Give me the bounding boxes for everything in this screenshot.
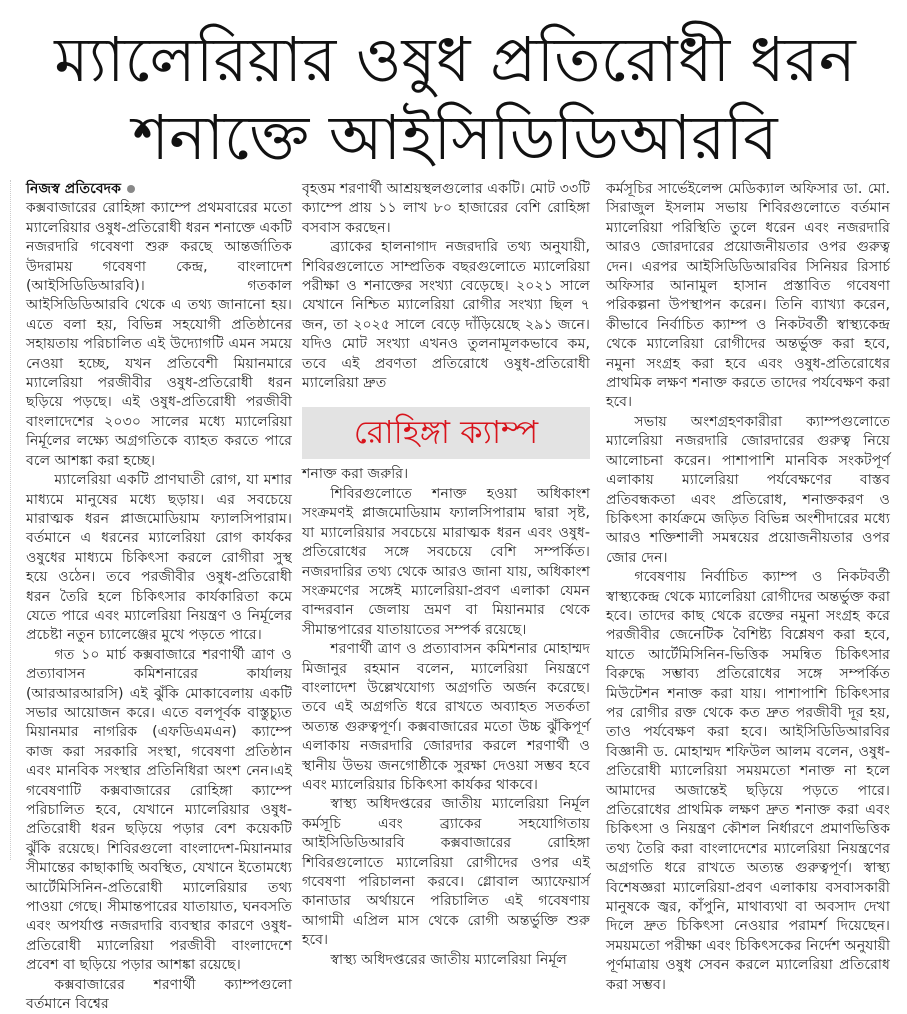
article-column-2 bbox=[302, 180, 590, 970]
headline-line-2: শনাক্তে আইসিডিডিআরবি bbox=[132, 101, 778, 174]
paragraph: কর্মসূচির সার্ভেইলেন্স মেডিক্যাল অফিসার ডা. মো. সিরাজুল ইসলাম সভায় শিবিরগুলোতে বর্তমান ম্যালেরিয়া পরিস্থিতি তুলে ধরেন এবং নজরদারি আরও জোরদারের প্রয়োজনীয়তার ওপর গুরুত্ব দেন। এরপর আইসিডিডিআরবির সিনিয়র রিসার্চ অফিসার আনামুল হাসান প্রস্তাবিত গবেষণা পরিকল্পনা উপস্থাপন করেন। তিনি ব্যাখ্যা করেন, কীভাবে নির্বাচিত ক্যাম্প ও নিকটবর্তী স্বাস্থ্যকেন্দ্র থেকে ম্যালেরিয়া রোগীদের অন্তর্ভুক্ত করা হবে, নমুনা সংগ্রহ করা হবে এবং ওষুধ-প্রতিরোধের প্রাথমিক লক্ষণ শনাক্ত করতে তাদের পর্যবেক্ষণ করা হবে। bbox=[606, 181, 890, 411]
paragraph: শরণার্থী ত্রাণ ও প্রত্যাবাসন কমিশনার মোহাম্মদ মিজানুর রহমান বলেন, ম্যালেরিয়া নিয়ন্ত্রণে বাংলাদেশ উল্লেখযোগ্য অগ্রগতি অর্জন করেছে। তবে এই অগ্রগতি ধরে রাখতে অব্যাহত সতর্কতা অত্যন্ত গুরুত্বপূর্ণ। কক্সবাজারের মতো উচ্চ ঝুঁকিপূর্ণ এলাকায় নজরদারি জোরদার করলে শরণার্থী ও স্থানীয় উভয় জনগোষ্ঠীকে সুরক্ষা দেওয়া সম্ভব হবে এবং ম্যালেরিয়ার চিকিৎসা কার্যকর থাকবে। bbox=[302, 641, 590, 793]
adjacent-article-edge bbox=[0, 180, 11, 860]
paragraph: কক্সবাজারের রোহিঙ্গা ক্যাম্পে প্রথমবারের মতো ম্যালেরিয়ার ওষুধ-প্রতিরোধী ধরন শনাক্তে একটি নজরদারি গবেষণা শুরু করছে আন্তর্জাতিক উদরাময় গবেষণা কেন্দ্র, বাংলাদেশ (আইসিডিডিআরবি)। গতকাল আইসিডিডিআরবি থেকে এ তথ্য জানানো হয়। এতে বলা হয়, বিভিন্ন সহযোগী প্রতিষ্ঠানের সহায়তায় পরিচালিত এই উদ্যোগটি এমন সময়ে নেওয়া হচ্ছে, যখন প্রতিবেশী মিয়ানমারে ম্যালেরিয়া পরজীবীর ওষুধ-প্রতিরোধী ধরন ছড়িয়ে পড়ছে। এই ওষুধ-প্রতিরোধী পরজীবী বাংলাদেশের ২০৩০ সালের মধ্যে ম্যালেরিয়া নির্মূলের লক্ষ্যে অগ্রগতিকে ব্যাহত করতে পারে বলে আশঙ্কা করা হচ্ছে। bbox=[26, 200, 293, 469]
paragraph: বৃহত্তম শরণার্থী আশ্রয়স্থলগুলোর একটি। মোট ৩৩টি ক্যাম্পে প্রায় ১১ লাখ ৮০ হাজারের বেশি রোহিঙ্গা বসবাস করছেন। bbox=[302, 181, 590, 236]
paragraph: ম্যালেরিয়া একটি প্রাণঘাতী রোগ, যা মশার মাধ্যমে মানুষের মধ্যে ছড়ায়। এর সবচেয়ে মারাত্মক ধরন প্লাজমোডিয়াম ফ্যালসিপারাম। বর্তমানে এ ধরনের ম্যালেরিয়া রোগ কার্যকর ওষুধের মাধ্যমে চিকিৎসা করলে রোগীরা সুস্থ হয়ে ওঠেন। তবে পরজীবীর ওষুধ-প্রতিরোধী ধরন তৈরি হলে চিকিৎসার কার্যকারিতা কমে যেতে পারে এবং ম্যালেরিয়া নিয়ন্ত্রণ ও নির্মূলের প্রচেষ্টা নতুন চ্যালেঞ্জের মুখে পড়তে পারে। bbox=[26, 472, 292, 644]
subheading-box: রোহিঙ্গা ক্যাম্প bbox=[302, 407, 590, 459]
bullet-dot-icon bbox=[127, 185, 135, 193]
paragraph: সভায় অংশগ্রহণকারীরা ক্যাম্পগুলোতে ম্যালেরিয়া নজরদারি জোরদারের গুরুত্ব নিয়ে আলোচনা করেন। পাশাপাশি মানবিক সংকটপূর্ণ এলাকায় ম্যালেরিয়া পর্যবেক্ষণের বাস্তব প্রতিবন্ধকতা এবং প্রতিরোধ, শনাক্তকরণ ও চিকিৎসা কার্যক্রমে জড়িত বিভিন্ন অংশীদারের মধ্যে আরও শক্তিশালী সমন্বয়ের প্রয়োজনীয়তার ওপর জোর দেন। bbox=[606, 413, 890, 566]
headline-line-1: ম্যালেরিয়ার ওষুধ প্রতিরোধী ধরন bbox=[54, 23, 856, 96]
paragraph: ব্র্যাকের হালনাগাদ নজরদারি তথ্য অনুযায়ী, শিবিরগুলোতে সাম্প্রতিক বছরগুলোতে ম্যালেরিয়া পরীক্ষা ও শনাক্তের সংখ্যা বেড়েছে। ২০২১ সালে যেখানে নিশ্চিত ম্যালেরিয়া রোগীর সংখ্যা ছিল ৭ জন, তা ২০২৫ সালে বেড়ে দাঁড়িয়েছে ২৯১ জনে। যদিও মোট সংখ্যা এখনও তুলনামূলকভাবে কম, তবে এই প্রবণতা প্রতিরোধে ওষুধ-প্রতিরোধী ম্যালেরিয়া দ্রুত bbox=[302, 239, 590, 392]
paragraph: গবেষণায় নির্বাচিত ক্যাম্প ও নিকটবর্তী স্বাস্থ্যকেন্দ্র থেকে ম্যালেরিয়া রোগীদের অন্তর্ভুক্ত করা হবে। তাদের কাছ থেকে রক্তের নমুনা সংগ্রহ করে পরজীবীর জেনেটিক বৈশিষ্ট্য বিশ্লেষণ করা হবে, যাতে আর্টেমিসিনিন-ভিত্তিক সমন্বিত চিকিৎসার বিরুদ্ধে সম্ভাব্য প্রতিরোধের সঙ্গে সম্পর্কিত মিউটেশন শনাক্ত করা যায়। পাশাপাশি চিকিৎসার পর রোগীর রক্ত থেকে কত দ্রুত পরজীবী দূর হয়, তাও পর্যবেক্ষণ করা হবে। আইসিডিডিআরবির বিজ্ঞানী ড. মোহাম্মদ শফিউল আলম বলেন, ওষুধ-প্রতিরোধী ম্যালেরিয়া সময়মতো শনাক্ত না হলে আমাদের অজান্তেই ছড়িয়ে পড়তে পারে। প্রতিরোধের প্রাথমিক লক্ষণ দ্রুত শনাক্ত করা এবং চিকিৎসা ও নিয়ন্ত্রণ কৌশল নির্ধারণে প্রমাণভিত্তিক তথ্য তৈরি করা বাংলাদেশের ম্যালেরিয়া নিয়ন্ত্রণের অগ্রগতি ধরে রাখতে অত্যন্ত গুরুত্বপূর্ণ। স্বাস্থ্য বিশেষজ্ঞরা ম্যালেরিয়া-প্রবণ এলাকায় বসবাসকারী মানুষকে জ্বর, কাঁপুনি, মাথাব্যথা বা অবসাদ দেখা দিলে দ্রুত চিকিৎসা নেওয়ার পরামর্শ দিয়েছেন। সময়মতো পরীক্ষা এবং চিকিৎসকের নির্দেশ অনুযায়ী পূর্ণমাত্রায় ওষুধ সেবন করলে ম্যালেরিয়া প্রতিরোধ করা সম্ভব। bbox=[606, 569, 891, 993]
paragraph: শনাক্ত করা জরুরি। bbox=[302, 466, 409, 483]
paragraph: গত ১০ মার্চ কক্সবাজারে শরণার্থী ত্রাণ ও প্রত্যাবাসন কমিশনারের কার্যালয় (আরআরআরসি) এই ঝুঁকি মোকাবেলায় একটি সভার আয়োজন করে। এতে বলপূর্বক বাস্তুচ্যুত মিয়ানমার নাগরিক (এফডিএমএন) ক্যাম্পে কাজ করা সরকারি সংস্থা, গবেষণা প্রতিষ্ঠান এবং মানবিক সংস্থার প্রতিনিধিরা অংশ নেন।এই গবেষণাটি কক্সবাজারের রোহিঙ্গা ক্যাম্পে পরিচালিত হবে, যেখানে ম্যালেরিয়ার ওষুধ-প্রতিরোধী ধরন ছড়িয়ে পড়ার বেশ কয়েকটি ঝুঁকি রয়েছে। শিবিরগুলো বাংলাদেশ-মিয়ানমার সীমান্তের কাছাকাছি অবস্থিত, যেখানে ইতোমধ্যে আর্টেমিসিনিন-প্রতিরোধী ম্যালেরিয়ার তথ্য পাওয়া গেছে। সীমান্তপারের যাতায়াত, ঘনবসতি এবং অপর্যাপ্ত নজরদারি ব্যবস্থার কারণে ওষুধ-প্রতিরোধী ম্যালেরিয়া পরজীবী বাংলাদেশে প্রবেশ বা ছড়িয়ে পড়ার আশঙ্কা রয়েছে। bbox=[26, 646, 292, 974]
byline-text: নিজস্ব প্রতিবেদক bbox=[26, 181, 122, 197]
paragraph: স্বাস্থ্য অধিদপ্তরের জাতীয় ম্যালেরিয়া নির্মূল bbox=[330, 951, 567, 968]
article-column-3 bbox=[606, 180, 890, 995]
paragraph: শিবিরগুলোতে শনাক্ত হওয়া অধিকাংশ সংক্রমণই প্লাজমোডিয়াম ফ্যালসিপারাম দ্বারা সৃষ্ট, যা ম্যালেরিয়ার সবচেয়ে মারাত্মক ধরন এবং ওষুধ-প্রতিরোধের সঙ্গে সবচেয়ে বেশি সম্পর্কিত। নজরদারির তথ্য থেকে আরও জানা যায়, অধিকাংশ সংক্রমণের সঙ্গেই ম্যালেরিয়া-প্রবণ এলাকা যেমন বান্দরবান জেলায় ভ্রমণ বা মিয়ানমার থেকে সীমান্তপারের যাতায়াতের সম্পর্ক রয়েছে। bbox=[302, 485, 590, 638]
byline bbox=[26, 180, 292, 199]
paragraph: স্বাস্থ্য অধিদপ্তরের জাতীয় ম্যালেরিয়া নির্মূল কর্মসূচি এবং ব্র্যাকের সহযোগিতায় আইসিডিডিআরবি কক্সবাজারের রোহিঙ্গা শিবিরগুলোতে ম্যালেরিয়া রোগীদের ওপর এই গবেষণা পরিচালনা করবে। গ্লোবাল অ্যাফেয়ার্স কানাডার অর্থায়নে পরিচালিত এই গবেষণায় আগামী এপ্রিল মাস থেকে রোগী অন্তর্ভুক্তি শুরু হবে। bbox=[302, 796, 590, 949]
article-column-1 bbox=[26, 180, 292, 1014]
paragraph: কক্সবাজারের শরণার্থী ক্যাম্পগুলো বর্তমানে বিশ্বের bbox=[26, 976, 292, 1013]
